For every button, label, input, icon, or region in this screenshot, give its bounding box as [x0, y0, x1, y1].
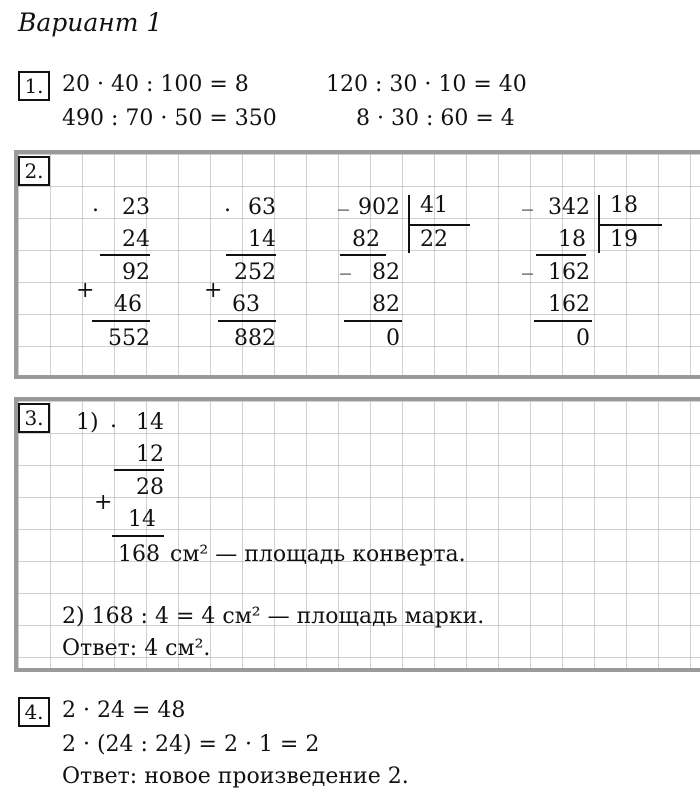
mult-2-a: 63: [248, 195, 276, 220]
task-3-result: 168: [118, 542, 160, 567]
mult-2-line-2: [218, 320, 276, 322]
mult-2-line-1: [226, 254, 276, 256]
div-2-divisor: 18: [610, 193, 638, 218]
mult-2-plus: +: [204, 278, 223, 303]
div-2-subtract-2: 162: [548, 292, 590, 317]
task-3-a: 14: [136, 410, 164, 435]
task-3-partial-1: 28: [136, 475, 164, 500]
task-3-step-1-label: 1): [76, 410, 99, 435]
div-1-quotient: 22: [420, 227, 448, 252]
div-2-rest: 0: [576, 326, 590, 351]
div-2-quotient: 19: [610, 227, 638, 252]
div-1-dividend: 902: [358, 195, 400, 220]
div-1-divisor: 41: [420, 193, 448, 218]
mult-1-a: 23: [122, 195, 150, 220]
div-1-subtract-1: 82: [352, 227, 380, 252]
mult-1-plus: +: [76, 278, 95, 303]
mult-1-partial-1: 92: [122, 260, 150, 285]
div-1-minus-1: _: [338, 186, 349, 211]
div-1-remainder-1: 82: [372, 260, 400, 285]
task-4-answer: Ответ: новое произведение 2.: [62, 764, 409, 789]
mult-1-b: 24: [122, 227, 150, 252]
mult-1-result: 552: [108, 326, 150, 351]
mult-2-sign: .: [224, 192, 231, 217]
task-1-equation-1: 20 · 40 : 100 = 8: [62, 72, 249, 97]
task-1-number: 1.: [18, 71, 50, 101]
mult-2-b: 14: [248, 227, 276, 252]
task-3-step-2: 2) 168 : 4 = 4 см² — площадь марки.: [62, 604, 485, 629]
task-4-number: 4.: [18, 697, 50, 727]
task-3-b: 12: [136, 442, 164, 467]
div-1-bracket-horizontal: [408, 224, 470, 226]
task-3-partial-2: 14: [128, 507, 156, 532]
mult-1-line-2: [92, 320, 150, 322]
task-2-number: 2.: [18, 156, 50, 186]
task-3-number: 3.: [18, 403, 50, 433]
div-1-subtract-2: 82: [372, 292, 400, 317]
task-3-result-text: см² — площадь конверта.: [170, 542, 466, 567]
variant-title: Вариант 1: [18, 8, 163, 37]
div-2-minus-1: _: [522, 186, 533, 211]
mult-2-partial-2: 63: [232, 292, 260, 317]
div-1-rest: 0: [386, 326, 400, 351]
div-2-line-1: [536, 254, 586, 256]
task-1-equation-3: 490 : 70 · 50 = 350: [62, 106, 277, 131]
task-4-line-1: 2 · 24 = 48: [62, 698, 186, 723]
mult-1-sign: .: [92, 192, 99, 217]
div-2-dividend: 342: [548, 195, 590, 220]
task-3-line-1: [114, 469, 164, 471]
task-3-line-2: [112, 535, 164, 537]
task-3-mult-sign: .: [110, 408, 117, 433]
div-1-minus-2: _: [340, 250, 351, 275]
task-3-answer: Ответ: 4 см².: [62, 636, 211, 661]
task-1-equation-4: 8 · 30 : 60 = 4: [356, 106, 515, 131]
task-1-equation-2: 120 : 30 · 10 = 40: [326, 72, 527, 97]
div-2-minus-2: _: [522, 250, 533, 275]
mult-2-result: 882: [234, 326, 276, 351]
task-4-line-2: 2 · (24 : 24) = 2 · 1 = 2: [62, 732, 320, 757]
div-2-subtract-1: 18: [558, 227, 586, 252]
div-2-bracket-horizontal: [598, 224, 662, 226]
div-2-remainder-1: 162: [548, 260, 590, 285]
task-3-plus: +: [94, 490, 113, 515]
div-2-line-2: [534, 320, 592, 322]
mult-2-partial-1: 252: [234, 260, 276, 285]
div-1-line-2: [344, 320, 402, 322]
mult-1-partial-2: 46: [114, 292, 142, 317]
mult-1-line-1: [100, 254, 150, 256]
